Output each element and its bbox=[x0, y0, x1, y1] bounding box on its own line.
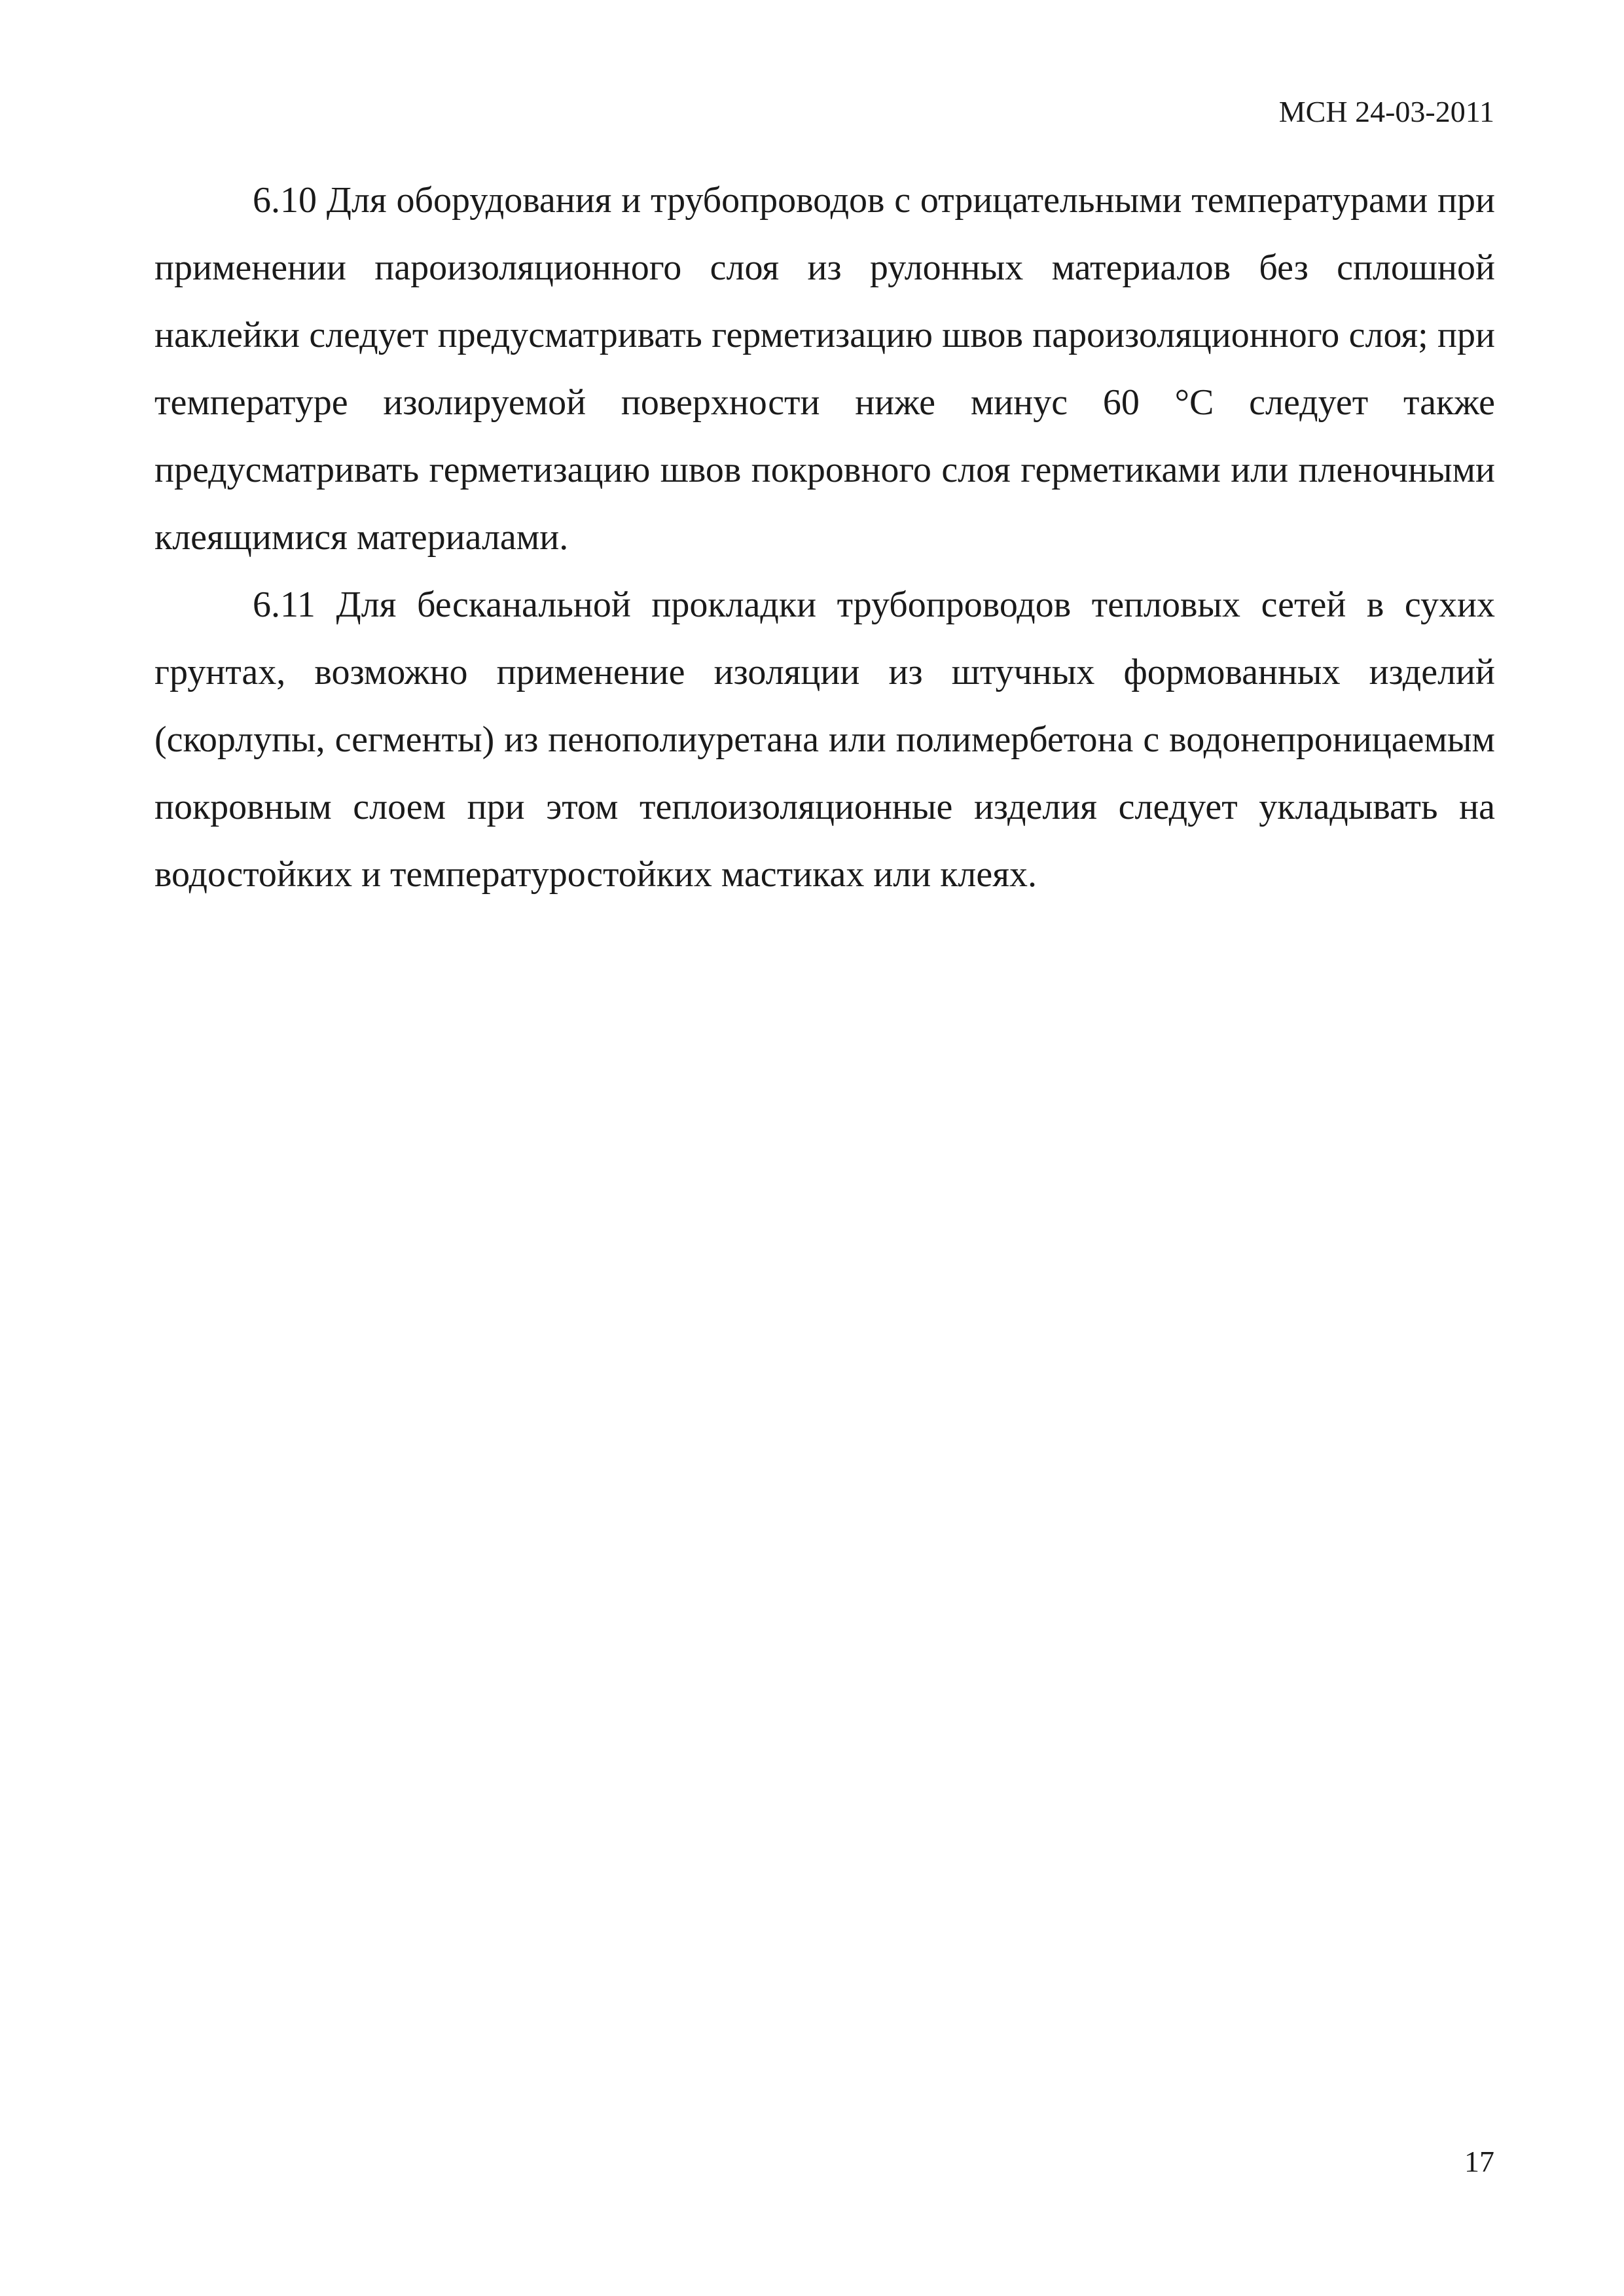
paragraph-6-11: 6.11 Для бесканальной прокладки трубопроводов тепловых сетей в сухих грунтах, возможно применение изоляции из штучных формованных изделий (скорлупы, сегменты) из пенополиуретана или полимербетона с водонепроницаемым покровным слоем при этом теплоизоляционные изделия следует укладывать на водостойких и температуростойких мастиках или клеях. bbox=[154, 584, 1495, 895]
paragraph-6-10: 6.10 Для оборудования и трубопроводов с отрицательными температурами при применении пароизоляционного слоя из рулонных материалов без сплошной наклейки следует предусматривать герметизацию швов пароизоляционного слоя; при температуре изолируемой поверхности ниже минус 60 °С следует также предусматривать герметизацию швов покровного слоя герметиками или пленочными клеящимися материалами. bbox=[154, 180, 1495, 558]
page-number: 17 bbox=[1464, 2145, 1494, 2178]
document-body bbox=[154, 167, 1495, 908]
document-code: МСН 24-03-2011 bbox=[1278, 95, 1494, 128]
